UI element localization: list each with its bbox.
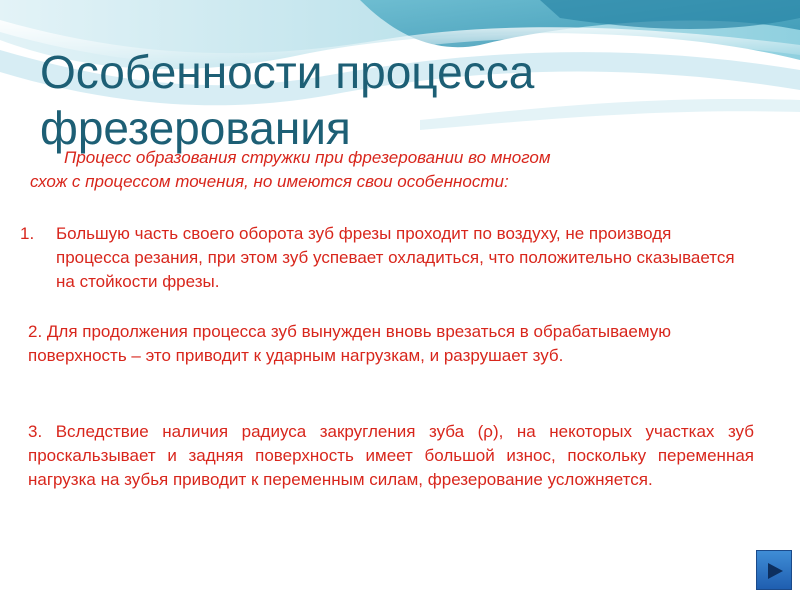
slide-title: Особенности процесса фрезерования xyxy=(40,46,535,154)
next-slide-button[interactable] xyxy=(756,550,792,590)
list-item-2-text: 2. Для продолжения процесса зуб вынужден вновь врезаться в обрабатываемую поверхность – это приводит к ударным нагрузкам, и разрушает зуб. xyxy=(28,322,671,365)
list-item-1-number: 1. xyxy=(20,224,35,243)
intro-line-1: Процесс образования стружки при фрезеровании во многом xyxy=(64,148,551,167)
list-item-1-text: Большую часть своего оборота зуб фрезы проходит по воздуху, не производя процесса резания, при этом зуб успевает охладиться, что положительно сказывается на стойкости фрезы. xyxy=(56,224,735,291)
play-triangle-icon xyxy=(763,559,787,583)
list-item-1 xyxy=(20,222,740,294)
intro-line-2: схож с процессом точения, но имеются свои особенности: xyxy=(30,172,509,191)
list-item-3-text: 3. Вследствие наличия радиуса закругления зуба (ρ), на некоторых участках зуб проскальзывает и задняя поверхность имеет большой износ, поскольку переменная нагрузка на зубья приводит к переменным силам, фрезерование усложняется. xyxy=(28,422,754,489)
intro-paragraph xyxy=(30,146,750,194)
